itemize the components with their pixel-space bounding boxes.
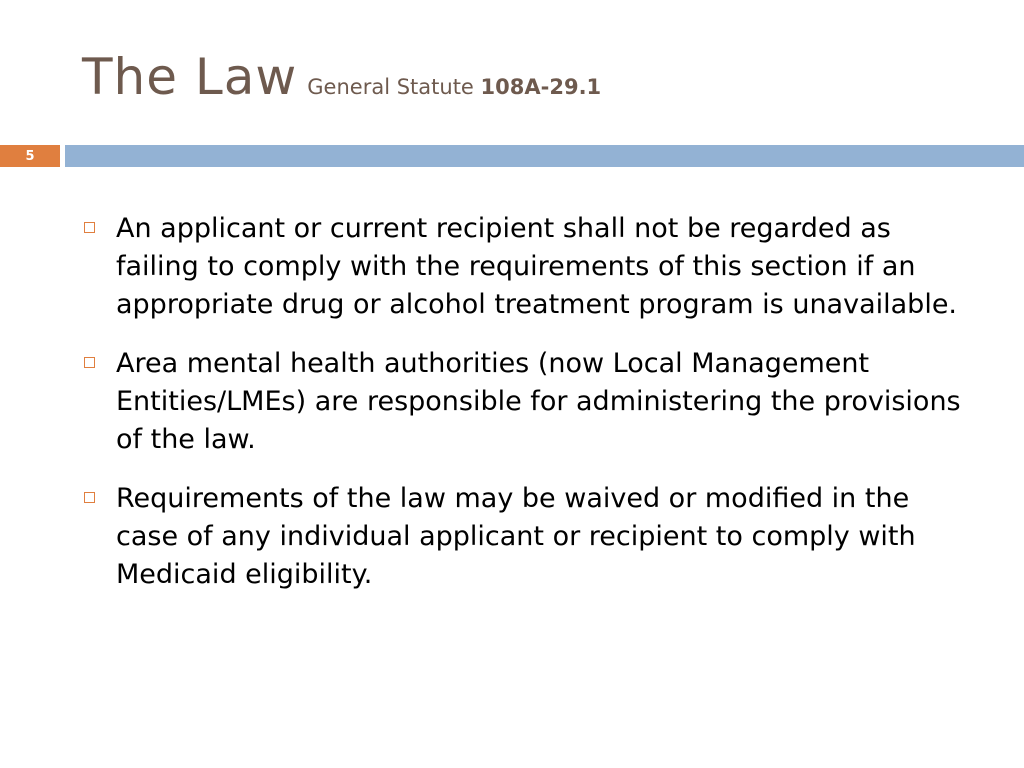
bullet-text: An applicant or current recipient shall not be regarded as failing to comply with the requirements of this section if an appropriate drug or alcohol treatment program is unavailable. xyxy=(116,213,958,320)
bullet-item xyxy=(82,210,972,324)
bullet-item xyxy=(82,345,972,459)
title-subtitle xyxy=(307,75,601,99)
slide-title xyxy=(82,48,602,106)
bullet-item xyxy=(82,480,972,594)
title-sub-label: General Statute xyxy=(307,75,474,99)
header-divider-bar xyxy=(65,145,1024,167)
bullet-list xyxy=(82,210,972,615)
square-bullet-icon xyxy=(84,222,95,233)
title-main: The Law xyxy=(82,48,298,106)
bullet-text: Area mental health authorities (now Local Management Entities/LMEs) are responsible for administering the provisions of the law. xyxy=(116,348,961,455)
slide-number: 5 xyxy=(0,145,60,167)
square-bullet-icon xyxy=(84,357,95,368)
square-bullet-icon xyxy=(84,492,95,503)
bullet-text: Requirements of the law may be waived or modified in the case of any individual applicant or recipient to comply with Medicaid eligibility. xyxy=(116,483,916,590)
title-sub-statute-number: 108A-29.1 xyxy=(480,75,602,99)
